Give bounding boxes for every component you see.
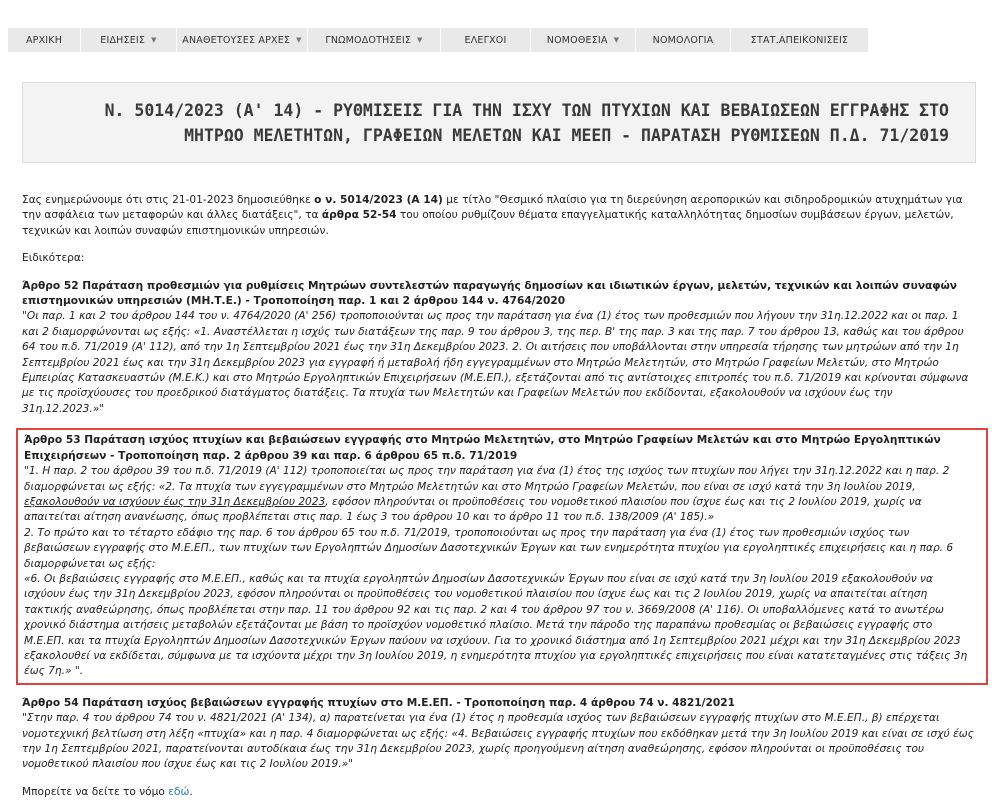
main-nav bbox=[8, 28, 868, 52]
article-52-heading: Άρθρο 52 Παράταση προθεσμιών για ρυθμίσεις Μητρώων συντελεστών παραγωγής δημοσίων και ιδιωτικών έργων, μελετών, τεχνικών και λοιπών συναφών επιστημονικών υπηρεσιών (ΜΗ.Τ.Ε.) - Τροποποίηση παρ. 1 και 2 άρθρου 144 ν. 4764/2020 bbox=[22, 279, 958, 308]
nav-item-legislation[interactable] bbox=[531, 28, 636, 52]
nav-item-contracting-authorities[interactable] bbox=[177, 28, 308, 52]
law-link[interactable]: εδώ bbox=[168, 785, 190, 798]
article-53-paragraph-3: «6. Οι βεβαιώσεις εγγραφής στο Μ.Ε.ΕΠ., καθώς και τα πτυχία εργοληπτών Δημοσίων Δασοτεχνικών Έργων που είναι σε ισχύ κατά την 3η Ιουλίου 2019 εξακολουθούν να ισχύουν έως την 31η Δεκεμβρίου 2023, εφόσον πληρούνται οι προϋποθέσεις του νομοθετικού πλαισίου που ίσχυε έως και τις 2 Ιουλίου 2019, χωρίς να απαιτείται αίτηση τακτικής αναθεώρησης, όπως προβλέπεται στην παρ. 11 του άρθρου 92 και τις παρ. 2 και 4 του άρθρου 97 του ν. 3669/2008 (Α' 116). Οι υποβαλλόμενες κατά το ανωτέρω χρονικό διάστημα αιτήσεις μεταβολών εξετάζονται με βάση το προϊσχύον νομοθετικό πλαίσιο. Μετά την πάροδο της παραπάνω προθεσμίας οι βεβαιώσεις εγγραφής στο Μ.Ε.ΕΠ. και τα πτυχία Εργοληπτών Δημοσίων Δασοτεχνικών Έργων παύουν να ισχύουν. Για το χρονικό διάστημα από 1η Σεπτεμβρίου 2021 μέχρι και την 31η Δεκεμβρίου 2023 εξακολουθεί να εκδίδεται, σύμφωνα με τα ισχύοντα μέχρι την 3η Ιουλίου 2019, η ενημερότητα πτυχίου για εργοληπτικές επιχειρήσεις που είναι κατατεταγμένες στις τάξεις 3η έως 7η.» ". bbox=[24, 572, 968, 678]
chevron-down-icon: ▼ bbox=[151, 36, 157, 44]
article-53-paragraph-2: 2. Το πρώτο και το τέταρτο εδάφιο της παρ. 6 του άρθρου 65 του π.δ. 71/2019, τροποποιούνται ως προς την παράταση για ένα (1) έτος των προθεσμιών ισχύος των βεβαιώσεων εγγραφής στο Μ.Ε.ΕΠ., των πτυχίων των Εργοληπτών Δημοσίων Δασοτεχνικών Έργων και των ενημερότητα πτυχίου για εργοληπτικές επιχειρήσεις και η παρ. 6 διαμορφώνεται ως εξής: bbox=[24, 526, 954, 570]
article-53-text: "1. Η παρ. 2 του άρθρου 39 του π.δ. 71/2019 (Α' 112) τροποποιείται ως προς την παράταση για ένα (1) έτος της ισχύος των πτυχίων που λήγει την 31η.12.2022 και η παρ. 2 διαμορφώνεται ως εξής: «2. Τα πτυχία των εγγεγραμμένων στο Μητρώο Μελετητών και στο Μητρώο Γραφείων Μελετών, που είναι σε ισχύ κατά την 3η Ιουλίου 2019, bbox=[24, 465, 950, 493]
article-52-body: "Οι παρ. 1 και 2 του άρθρου 144 του ν. 4764/2020 (Α' 256) τροποποιούνται ως προς την παράταση για ένα (1) έτος των προθεσμιών που λήγουν την 31η.12.2022 και οι παρ. 1 και 2 διαμορφώνονται ως εξής: «1. Αναστέλλεται η ισχύς των διατάξεων της παρ. 9 του άρθρου 3, της περ. Β' της παρ. 3 και της παρ. 7 του άρθρου 13, καθώς και του άρθρου 64 του π.δ. 71/2019 (Α' 112), από την 1η Σεπτεμβρίου 2021 έως την 31η Δεκεμβρίου 2023. 2. Οι αιτήσεις που υποβάλλονται στην υπηρεσία τήρησης των μητρώων από την 1η Σεπτεμβρίου 2021 έως και την 31η Δεκεμβρίου 2023 για εγγραφή ή μεταβολή ήδη εγγεγραμμένων στο Μητρώο Μελετητών, στο Μητρώο Γραφείων Μελετών, στο Μητρώο Εμπειρίας Κατασκευαστών (Μ.Ε.Κ.) και στο Μητρώο Εργοληπτικών Επιχειρήσεων (Μ.Ε.ΕΠ.), εξετάζονται από τις αντίστοιχες επιτροπές του π.δ. 71/2019 και κρίνονται σύμφωνα με τις προϊσχύουσες του προεδρικού διατάγματος διατάξεις. Τα πτυχία των Μελετητών και Γραφείων Μελετών που εκδίδονται, εξακολουθούν να ισχύουν έως την 31η.12.2023.»" bbox=[22, 310, 969, 415]
article-54-body: "Στην παρ. 4 του άρθρου 74 του ν. 4821/2021 (Α' 134), α) παρατείνεται για ένα (1) έτος η προθεσμία ισχύος των βεβαιώσεων εγγραφής πτυχίων στο Μ.Ε.ΕΠ., β) επέρχεται νομοτεχνική βελτίωση στη λέξη «πτυχία» και η παρ. 4 διαμορφώνεται ως εξής: «4. Βεβαιώσεις εγγραφής πτυχίων που εκδόθηκαν μετά την 3η Ιουλίου 2019 και είναι σε ισχύ έως την 1η Σεπτεμβρίου 2021, παρατείνονται αυτοδίκαια έως την 31η Δεκεμβρίου 2023, χωρίς προηγούμενη αίτηση αναθεώρησης, εφόσον πληρούνται οι προϋποθέσεις του νομοθετικού πλαισίου που ίσχυε έως και τις 2 Ιουλίου 2019.»" bbox=[22, 712, 974, 771]
nav-item-case-law[interactable] bbox=[636, 28, 731, 52]
nav-item-label: ΓΝΩΜΟΔΟΤΗΣΕΙΣ bbox=[325, 34, 412, 46]
nav-item-home[interactable] bbox=[8, 28, 81, 52]
intro-paragraph bbox=[22, 193, 977, 239]
articles-reference: άρθρα 52-54 bbox=[321, 209, 397, 222]
article-53-underlined-text: εξακολουθούν να ισχύουν έως την 31η Δεκεμβρίου 2023 bbox=[24, 495, 326, 508]
chevron-down-icon: ▼ bbox=[296, 36, 302, 44]
chevron-down-icon: ▼ bbox=[613, 36, 620, 44]
chevron-down-icon: ▼ bbox=[417, 36, 423, 44]
article-54-heading: Άρθρο 54 Παράταση ισχύος βεβαιώσεων εγγραφής πτυχίων στο Μ.Ε.ΕΠ. - Τροποποίηση παρ. 4 άρθρου 74 ν. 4821/2021 bbox=[22, 696, 736, 709]
article-52 bbox=[22, 279, 977, 418]
article-53-highlight-box bbox=[16, 428, 988, 685]
nav-item-audits[interactable] bbox=[441, 28, 531, 52]
nav-item-statistics[interactable] bbox=[731, 28, 868, 52]
nav-item-label: ΑΝΑΘΕΤΟΥΣΕΣ ΑΡΧΕΣ bbox=[182, 34, 291, 46]
nav-item-label: ΕΛΕΓΧΟΙ bbox=[464, 34, 507, 46]
law-reference: ο ν. 5014/2023 (Α 14) bbox=[314, 194, 443, 206]
footer-end: . bbox=[189, 785, 193, 798]
nav-item-label: ΝΟΜΟΛΟΓΙΑ bbox=[652, 34, 714, 46]
article-54 bbox=[22, 696, 977, 773]
article-53-heading: Άρθρο 53 Παράταση ισχύος πτυχίων και βεβαιώσεων εγγραφής στο Μητρώο Μελετητών, στο Μητρώο Γραφείων Μελετών και στο Μητρώο Εργοληπτικών Επιχειρήσεων - Τροποποίηση παρ. 2 άρθρου 39 και παρ. 6 άρθρου 65 π.δ. 71/2019 bbox=[24, 434, 941, 462]
intro-text: του οποίου ρυθμίζουν θέματα επαγγελματικής καταλληλότητας δημοσίων συμβάσεων έργων, μελετών, τεχνικών και λοιπών συναφών επιστημονικών υπηρεσιών. bbox=[22, 209, 954, 237]
page-title: Ν. 5014/2023 (Α' 14) - ΡΥΘΜΙΣΕΙΣ ΓΙΑ ΤΗΝ ΙΣΧΥ ΤΩΝ ΠΤΥΧΙΩΝ ΚΑΙ ΒΕΒΑΙΩΣΕΩΝ ΕΓΓΡΑΦΗΣ ΣΤΟ ΜΗΤΡΩΟ ΜΕΛΕΤΗΤΩΝ, ΓΡΑΦΕΙΩΝ ΜΕΛΕΤΩΝ ΚΑΙ ΜΕΕΠ - ΠΑΡΑΤΑΣΗ ΡΥΘΜΙΣΕΩΝ Π.Δ. 71/2019 bbox=[104, 100, 949, 145]
intro-text: Σας ενημερώνουμε ότι στις 21-01-2023 δημοσιεύθηκε bbox=[22, 194, 315, 206]
nav-item-label: ΕΙΔΗΣΕΙΣ bbox=[100, 34, 146, 46]
nav-item-label: ΝΟΜΟΘΕΣΙΑ bbox=[546, 34, 608, 46]
nav-item-label: ΣΤΑΤ.ΑΠΕΙΚΟΝΙΣΕΙΣ bbox=[750, 34, 849, 46]
article-53-text: , εφόσον πληρούνται οι προϋποθέσεις του νομοθετικού πλαισίου που ίσχυε έως και τις 2 Ιουλίου 2019, χωρίς να απαιτείται αίτηση ανανέωσης, όπως προβλέπεται στις παρ. 1 έως 3 του άρθρου 10 και το άρθρο 11 του π.δ. 138/2009 (Α' 185).» bbox=[24, 495, 922, 524]
footer-text: Μπορείτε να δείτε το νόμο bbox=[22, 785, 169, 798]
nav-item-news[interactable] bbox=[81, 28, 177, 52]
title-box bbox=[22, 82, 976, 163]
article-content bbox=[22, 193, 977, 800]
intro-text: με τίτλο "Θεσμικό πλαίσιο για τη διερεύνηση αεροπορικών και σιδηροδρομικών ατυχημάτων για την ασφάλεια των μεταφορών και άλλες διατάξεις", τα bbox=[22, 194, 963, 222]
footer-note bbox=[22, 785, 977, 800]
nav-item-opinions[interactable] bbox=[308, 28, 441, 52]
specifically-label: Ειδικότερα: bbox=[22, 252, 85, 265]
nav-item-label: ΑΡΧΙΚΗ bbox=[25, 34, 63, 46]
article-53-paragraph-1 bbox=[24, 464, 976, 526]
